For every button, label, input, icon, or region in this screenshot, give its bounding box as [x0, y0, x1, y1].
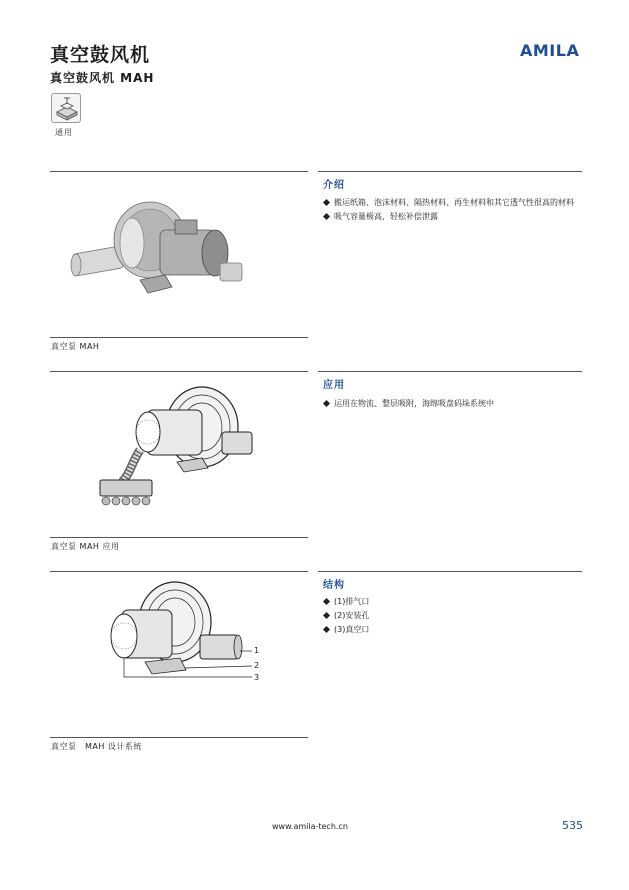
figure-caption-3: 真空泵 MAH 设计系统: [51, 742, 142, 751]
caption-rule-3: [50, 737, 308, 738]
page-title: 真空鼓风机: [50, 44, 151, 66]
intro-bullet-list: [323, 197, 578, 225]
blower-application-image: [92, 382, 262, 522]
figure-caption-1: 真空泵 MAH: [51, 342, 100, 351]
page-subtitle: 真空鼓风机 MAH: [50, 71, 155, 85]
right-rule-2: [318, 371, 582, 372]
list-item: 搬运纸箱、泡沫材料、隔热材料、再生材料和其它透气性很高的材料: [323, 197, 578, 208]
list-item: (2)安装孔: [323, 610, 578, 621]
section-heading-application: 应用: [323, 380, 345, 391]
suction-plate-icon: [51, 93, 81, 123]
list-item: (3)真空口: [323, 624, 578, 635]
section-heading-intro: 介绍: [323, 180, 345, 191]
left-rule-top-3: [50, 571, 308, 572]
list-item: 运用在物流、整层吸附，海绵吸盘码垛系统中: [323, 398, 578, 409]
structure-bullet-list: [323, 596, 578, 638]
left-rule-top-2: [50, 371, 308, 372]
brand-logo: AMILA: [520, 41, 580, 60]
callout-1: 1: [254, 646, 260, 655]
left-rule-top-1: [50, 171, 308, 172]
list-item: (1)排气口: [323, 596, 578, 607]
application-bullet-list: [323, 398, 578, 412]
list-item: 吸气容量极高，轻松补偿泄露: [323, 211, 578, 222]
blower-product-image: [60, 195, 270, 305]
footer-url: www.amila-tech.cn: [272, 822, 348, 831]
callout-2: 2: [254, 661, 260, 670]
figure-caption-2: 真空泵 MAH 应用: [51, 542, 120, 551]
caption-rule-1: [50, 337, 308, 338]
blower-structure-diagram: [100, 580, 260, 685]
caption-rule-2: [50, 537, 308, 538]
page-number: 535: [562, 819, 583, 832]
right-rule-3: [318, 571, 582, 572]
right-rule-1: [318, 171, 582, 172]
callout-3: 3: [254, 673, 260, 682]
badge-label: 通用: [55, 128, 73, 137]
section-heading-structure: 结构: [323, 580, 345, 591]
